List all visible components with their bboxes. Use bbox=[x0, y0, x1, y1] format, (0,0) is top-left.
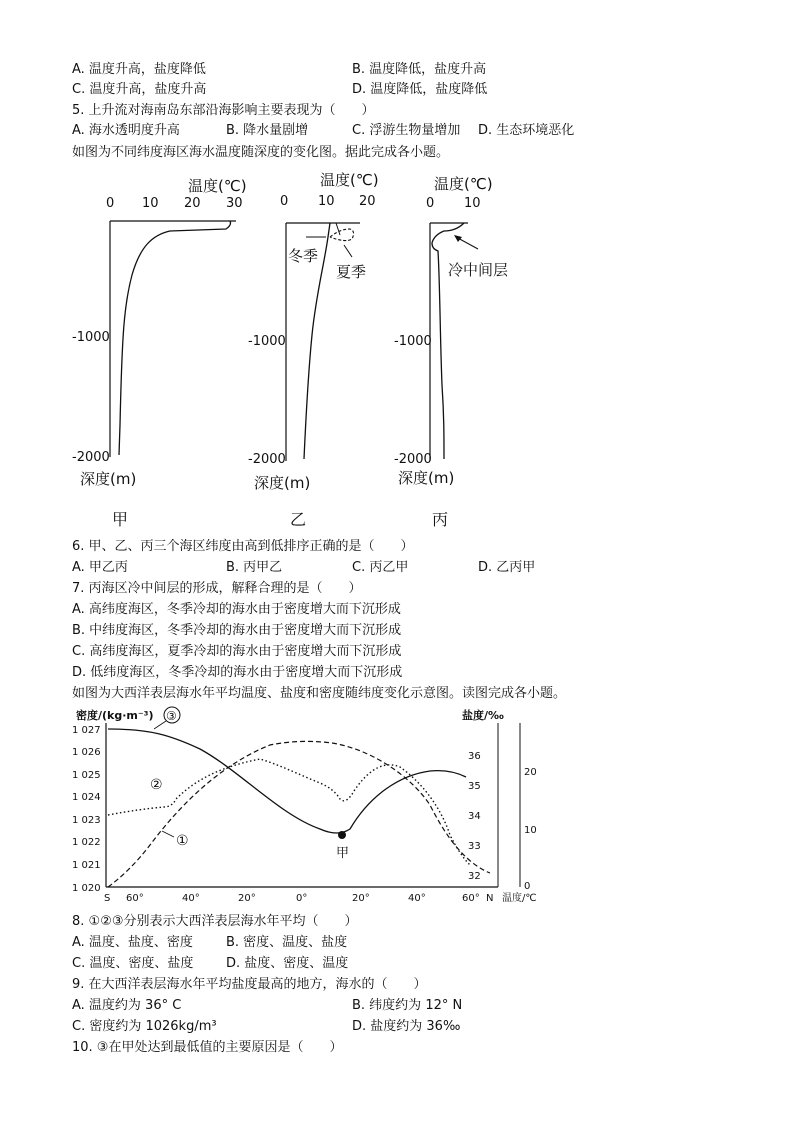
label-winter: 冬季 bbox=[288, 247, 319, 265]
tick-jia-20: 20 bbox=[184, 196, 201, 211]
svg-text:35: 35 bbox=[468, 781, 481, 792]
point-jia-label: 甲 bbox=[336, 846, 350, 861]
svg-text:32: 32 bbox=[468, 871, 481, 882]
temp-axis-label-yi: 温度(℃) bbox=[320, 171, 379, 189]
figure-atlantic-latitude bbox=[70, 705, 550, 905]
svg-text:1 027: 1 027 bbox=[72, 725, 101, 736]
curve-2-salinity bbox=[108, 759, 470, 865]
label-summer: 夏季 bbox=[336, 263, 367, 281]
q7-option-b: B. 中纬度海区，冬季冷却的海水由于密度增大而下沉形成 bbox=[72, 623, 402, 638]
svg-text:10: 10 bbox=[524, 825, 537, 836]
label-cold-layer: 冷中间层 bbox=[448, 261, 509, 279]
svg-text:S: S bbox=[104, 893, 111, 904]
q9-stem: 9. 在大西洋表层海水年平均盐度最高的地方，海水的（ ） bbox=[72, 977, 427, 992]
tick-jia-10: 10 bbox=[142, 196, 159, 211]
svg-text:1 024: 1 024 bbox=[72, 792, 101, 803]
svg-text:34: 34 bbox=[468, 811, 481, 822]
density-ticks bbox=[72, 725, 101, 894]
q5-stem: 5. 上升流对海南岛东部沿海影响主要表现为（ ） bbox=[72, 103, 375, 118]
svg-text:温度/℃: 温度/℃ bbox=[502, 893, 537, 904]
svg-text:0: 0 bbox=[524, 881, 531, 892]
latitude-ticks bbox=[104, 891, 537, 904]
depth-axis-label-bing: 深度(m) bbox=[398, 469, 455, 487]
tick-jia-30: 30 bbox=[226, 196, 243, 211]
temp-axis-label-bing: 温度(℃) bbox=[434, 175, 493, 193]
q7-option-c: C. 高纬度海区，夏季冷却的海水由于密度增大而下沉形成 bbox=[72, 644, 402, 659]
svg-text:1 023: 1 023 bbox=[72, 815, 101, 826]
q5-option-a: A. 海水透明度升高 bbox=[72, 123, 180, 138]
q8-option-c: C. 温度、密度、盐度 bbox=[72, 956, 194, 971]
q7-option-d: D. 低纬度海区，冬季冷却的海水由于密度增大而下沉形成 bbox=[72, 665, 403, 680]
q6-option-d: D. 乙丙甲 bbox=[478, 560, 536, 575]
curve-bing bbox=[432, 223, 464, 459]
curve-1-label: ① bbox=[176, 833, 189, 849]
q6-option-b: B. 丙甲乙 bbox=[226, 560, 283, 575]
depth-axis-label-yi: 深度(m) bbox=[254, 474, 311, 492]
tick-jia-0: 0 bbox=[106, 196, 115, 211]
svg-text:33: 33 bbox=[468, 841, 481, 852]
temperature-ticks bbox=[524, 767, 537, 892]
depth-tick-jia-1000: -1000 bbox=[72, 330, 110, 345]
q8-stem: 8. ①②③分别表示大西洋表层海水年平均（ ） bbox=[72, 914, 358, 929]
q6-option-c: C. 丙乙甲 bbox=[352, 560, 409, 575]
tick-yi-10: 10 bbox=[318, 194, 335, 209]
q10-stem: 10. ③在甲处达到最低值的主要原因是（ ） bbox=[72, 1040, 343, 1055]
tick-yi-20: 20 bbox=[359, 194, 376, 209]
density-axis-label: 密度/(kg·m⁻³) bbox=[76, 709, 154, 722]
panel-name-jia: 甲 bbox=[112, 510, 129, 529]
depth-tick-yi-1000: -1000 bbox=[248, 334, 286, 349]
q8-option-a: A. 温度、盐度、密度 bbox=[72, 935, 193, 950]
figure-temp-depth bbox=[60, 165, 540, 535]
panel-yi bbox=[248, 171, 379, 529]
q4-option-a: A. 温度升高，盐度降低 bbox=[72, 62, 206, 77]
tick-bing-10: 10 bbox=[464, 196, 481, 211]
curve-1-temperature bbox=[108, 741, 490, 887]
tick-bing-0: 0 bbox=[426, 196, 435, 211]
intro-figure-2: 如图为大西洋表层海水年平均温度、盐度和密度随纬度变化示意图。读图完成各小题。 bbox=[72, 686, 567, 701]
svg-text:20°: 20° bbox=[352, 893, 370, 904]
svg-text:1 025: 1 025 bbox=[72, 770, 101, 781]
salinity-ticks bbox=[468, 751, 481, 882]
q4-option-d: D. 温度降低，盐度降低 bbox=[352, 82, 488, 97]
curve-jia bbox=[119, 221, 231, 455]
q5-option-b: B. 降水量剧增 bbox=[226, 123, 309, 138]
svg-text:40°: 40° bbox=[408, 893, 426, 904]
svg-text:40°: 40° bbox=[182, 893, 200, 904]
depth-tick-jia-2000: -2000 bbox=[72, 450, 110, 465]
q4-option-c: C. 温度升高，盐度升高 bbox=[72, 82, 207, 97]
svg-text:60°: 60° bbox=[462, 893, 480, 904]
tick-yi-0: 0 bbox=[280, 194, 289, 209]
intro-figure-1: 如图为不同纬度海区海水温度随深度的变化图。据此完成各小题。 bbox=[72, 145, 450, 160]
svg-text:1 026: 1 026 bbox=[72, 747, 101, 758]
panel-name-yi: 乙 bbox=[290, 510, 307, 529]
svg-text:0°: 0° bbox=[296, 893, 308, 904]
depth-axis-label-jia: 深度(m) bbox=[80, 470, 137, 488]
svg-text:1 022: 1 022 bbox=[72, 837, 101, 848]
panel-bing bbox=[394, 175, 508, 529]
svg-text:36: 36 bbox=[468, 751, 481, 762]
q8-option-d: D. 盐度、密度、温度 bbox=[226, 956, 349, 971]
q7-option-a: A. 高纬度海区，冬季冷却的海水由于密度增大而下沉形成 bbox=[72, 602, 401, 617]
svg-text:N: N bbox=[486, 893, 494, 904]
q9-option-b: B. 纬度约为 12° N bbox=[352, 998, 463, 1013]
panel-jia bbox=[72, 177, 247, 529]
q9-option-d: D. 盐度约为 36‰ bbox=[352, 1019, 461, 1034]
svg-text:1 021: 1 021 bbox=[72, 860, 101, 871]
temp-axis-label-jia: 温度(℃) bbox=[188, 177, 247, 195]
q6-stem: 6. 甲、乙、丙三个海区纬度由高到低排序正确的是（ ） bbox=[72, 539, 414, 554]
q6-option-a: A. 甲乙丙 bbox=[72, 560, 128, 575]
depth-tick-bing-2000: -2000 bbox=[394, 452, 432, 467]
svg-text:60°: 60° bbox=[126, 893, 144, 904]
depth-tick-yi-2000: -2000 bbox=[248, 452, 286, 467]
q5-option-c: C. 浮游生物量增加 bbox=[352, 123, 461, 138]
q9-option-c: C. 密度约为 1026kg/m³ bbox=[72, 1019, 217, 1034]
q9-option-a: A. 温度约为 36° C bbox=[72, 998, 182, 1013]
q8-option-b: B. 密度、温度、盐度 bbox=[226, 935, 348, 950]
q5-option-d: D. 生态环境恶化 bbox=[478, 123, 575, 138]
svg-text:20: 20 bbox=[524, 767, 537, 778]
svg-text:20°: 20° bbox=[238, 893, 256, 904]
panel-name-bing: 丙 bbox=[432, 510, 449, 529]
salinity-axis-label: 盐度/‰ bbox=[462, 709, 504, 722]
curve-2-label: ② bbox=[150, 777, 163, 793]
point-jia bbox=[338, 831, 346, 839]
depth-tick-bing-1000: -1000 bbox=[394, 334, 432, 349]
q7-stem: 7. 丙海区冷中间层的形成，解释合理的是（ ） bbox=[72, 581, 362, 596]
curve-3-label: ③ bbox=[166, 709, 177, 723]
curve-yi-summer bbox=[330, 229, 354, 241]
q4-option-b: B. 温度降低，盐度升高 bbox=[352, 62, 487, 77]
svg-text:1 020: 1 020 bbox=[72, 883, 101, 894]
